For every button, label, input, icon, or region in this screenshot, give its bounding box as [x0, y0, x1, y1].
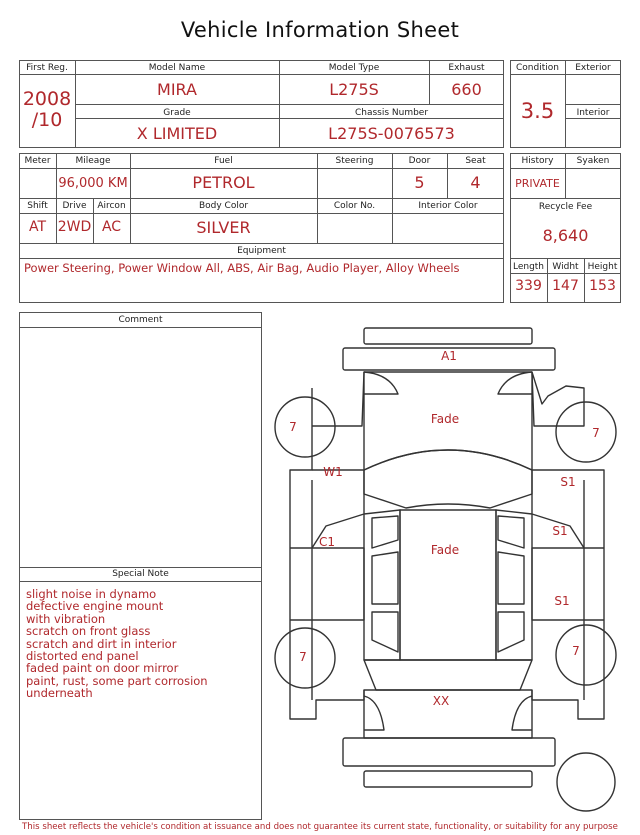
equipment-label: Equipment [237, 246, 286, 256]
first-reg-month: /10 [31, 109, 63, 131]
chassis-number-label: Chassis Number [354, 108, 429, 118]
special-note-item: defective engine mount [26, 599, 164, 614]
exterior-label: Exterior [575, 63, 611, 73]
special-note-item: scratch and dirt in interior [26, 636, 177, 651]
left-doors-outline [312, 480, 364, 700]
fuel-value: PETROL [192, 173, 255, 192]
syaken-label: Syaken [576, 156, 610, 166]
tire-rear-right [556, 625, 616, 685]
right-window-front [498, 516, 524, 548]
height-value: 153 [589, 278, 616, 294]
fuel-label: Fuel [214, 156, 233, 166]
rear-lamp-left [364, 696, 384, 730]
special-note-label: Special Note [112, 569, 169, 579]
roof-outline [400, 510, 496, 660]
special-note-item: slight noise in dynamo [26, 587, 157, 601]
model-type-value: L275S [329, 80, 379, 99]
mileage-value: 96,000 KM [58, 176, 128, 191]
spare-tire [557, 753, 615, 811]
right-window-outline [496, 510, 532, 660]
roof-damage-mark: Fade [430, 543, 460, 557]
steering-label: Steering [335, 156, 374, 166]
door-value: 5 [414, 173, 425, 192]
left-front-fender-mark: W1 [323, 465, 343, 479]
headlight-right [498, 372, 532, 394]
tire-front-right-mark: 7 [592, 426, 600, 440]
right-rear-door-mark: S1 [554, 594, 570, 608]
recycle-fee-value: 8,640 [542, 226, 589, 245]
drive-value: 2WD [57, 219, 92, 235]
headlight-left [364, 372, 398, 394]
mileage-label: Mileage [75, 156, 111, 166]
length-value: 339 [515, 278, 542, 294]
left-door-line [290, 548, 312, 620]
right-door-line [584, 548, 604, 620]
grade-value: X LIMITED [136, 124, 218, 143]
model-name-value: MIRA [157, 80, 197, 99]
left-door-mark: C1 [318, 535, 336, 549]
special-note-item: scratch on front glass [26, 624, 151, 639]
exhaust-value: 660 [451, 80, 482, 99]
condition-label: Condition [516, 63, 559, 73]
model-name-label: Model Name [148, 63, 206, 73]
color-no-label: Color No. [333, 201, 376, 211]
seat-value: 4 [470, 173, 481, 192]
width-value: 147 [552, 278, 579, 294]
grade-label: Grade [163, 108, 191, 118]
hood-damage-mark: Fade [430, 412, 460, 426]
comment-label: Comment [118, 315, 163, 325]
left-window-front [372, 516, 398, 548]
left-window-rear [372, 612, 398, 652]
special-note-item: faded paint on door mirror [26, 661, 179, 676]
tire-rear-right-mark: 7 [572, 644, 580, 658]
tire-front-left [275, 397, 335, 457]
height-label: Height [587, 262, 618, 272]
door-label: Door [408, 156, 431, 166]
recycle-fee-label: Recycle Fee [538, 202, 593, 212]
aircon-value: AC [101, 219, 122, 235]
equipment-value: Power Steering, Power Window All, ABS, Air Bag, Audio Player, Alloy Wheels [24, 261, 460, 275]
interior-color-label: Interior Color [418, 201, 478, 211]
meter-label: Meter [24, 156, 51, 166]
right-window-rear [498, 612, 524, 652]
shift-label: Shift [27, 201, 48, 211]
tire-front-right [556, 402, 616, 462]
tire-rear-left-mark: 7 [299, 650, 307, 664]
condition-grade: 3.5 [520, 99, 555, 123]
rear-panel-outline [343, 738, 555, 766]
chassis-number-value: L275S-0076573 [328, 124, 455, 143]
width-label: Widht [552, 262, 579, 272]
special-note-item: underneath [26, 686, 93, 701]
special-note-item: paint, rust, some part corrosion [26, 673, 208, 688]
front-bumper-outline [364, 328, 532, 344]
rear-lamp-right [512, 696, 532, 730]
left-window-outline [364, 510, 400, 660]
first-reg-label: First Reg. [26, 63, 68, 73]
disclaimer-footer: This sheet reflects the vehicle's condition at issuance and does not guarantee its current state, functionality, or suitability for any purpose [22, 822, 618, 832]
sheet-title: Vehicle Information Sheet [180, 18, 460, 42]
shift-value: AT [28, 219, 47, 235]
right-window-mid [498, 552, 524, 604]
windshield-outline [364, 450, 532, 508]
left-window-mid [372, 552, 398, 604]
tire-front-left-mark: 7 [289, 420, 297, 434]
rear-damage-mark: XX [432, 694, 450, 708]
interior-label: Interior [576, 108, 610, 118]
history-value: PRIVATE [515, 177, 560, 190]
seat-label: Seat [465, 156, 486, 166]
front-damage-mark: A1 [441, 349, 457, 363]
first-reg-year: 2008 [22, 88, 72, 110]
exhaust-label: Exhaust [448, 63, 485, 73]
right-front-door-mark: S1 [552, 524, 568, 538]
special-note-item: distorted end panel [26, 649, 139, 664]
rear-window-outline [364, 660, 532, 690]
right-front-fender-mark: S1 [560, 475, 576, 489]
history-label: History [521, 156, 554, 166]
body-color-value: SILVER [196, 218, 251, 237]
length-label: Length [512, 262, 545, 272]
drive-label: Drive [62, 201, 87, 211]
rear-bumper-outline [364, 771, 532, 787]
special-note-item: with vibration [26, 611, 106, 626]
model-type-label: Model Type [328, 63, 380, 73]
body-color-label: Body Color [198, 201, 249, 211]
aircon-label: Aircon [97, 201, 126, 211]
